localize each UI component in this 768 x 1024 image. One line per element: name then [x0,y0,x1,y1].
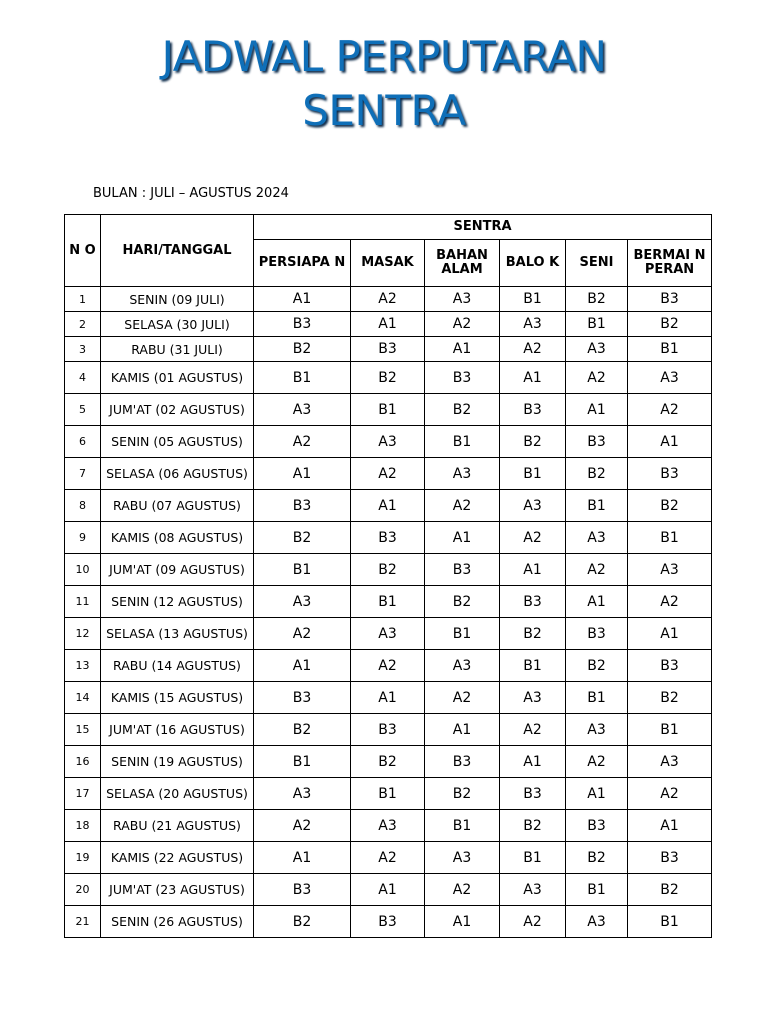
cell-balok: A1 [500,362,566,394]
row-day: RABU (14 AGUSTUS) [101,650,254,682]
cell-bahan-alam: A2 [425,874,500,906]
cell-balok: A2 [500,337,566,362]
schedule-table [64,214,712,938]
cell-bahan-alam: B3 [425,362,500,394]
row-number: 1 [65,287,101,312]
row-number: 19 [65,842,101,874]
cell-seni: B1 [566,682,628,714]
row-day: JUM'AT (02 AGUSTUS) [101,394,254,426]
cell-bermain-peran: B1 [628,522,712,554]
table-row [65,874,712,906]
cell-seni: B1 [566,312,628,337]
table-row [65,522,712,554]
header-no: N O [65,215,101,287]
cell-persiapan: B2 [254,714,351,746]
cell-masak: B2 [351,746,425,778]
table-row [65,650,712,682]
cell-seni: A1 [566,586,628,618]
cell-bahan-alam: A2 [425,312,500,337]
cell-masak: A2 [351,287,425,312]
cell-seni: B1 [566,874,628,906]
cell-bahan-alam: A3 [425,287,500,312]
header-center-persiapan: PERSIAPA N [254,240,351,287]
row-day: SELASA (13 AGUSTUS) [101,618,254,650]
cell-bermain-peran: A3 [628,746,712,778]
header-center-masak: MASAK [351,240,425,287]
row-day: SENIN (26 AGUSTUS) [101,906,254,938]
header-center-seni: SENI [566,240,628,287]
cell-persiapan: A1 [254,842,351,874]
cell-bermain-peran: B1 [628,906,712,938]
cell-bermain-peran: A1 [628,618,712,650]
cell-persiapan: B1 [254,746,351,778]
cell-balok: A2 [500,906,566,938]
cell-balok: A3 [500,312,566,337]
row-day: SELASA (20 AGUSTUS) [101,778,254,810]
cell-balok: B3 [500,394,566,426]
cell-bermain-peran: B1 [628,714,712,746]
table-row [65,426,712,458]
cell-bermain-peran: A2 [628,586,712,618]
cell-persiapan: B2 [254,337,351,362]
cell-bahan-alam: A1 [425,906,500,938]
row-number: 16 [65,746,101,778]
cell-masak: B1 [351,586,425,618]
header-center-balok: BALO K [500,240,566,287]
cell-bermain-peran: A2 [628,778,712,810]
cell-seni: A1 [566,394,628,426]
cell-persiapan: B3 [254,490,351,522]
cell-seni: B1 [566,490,628,522]
cell-seni: B2 [566,287,628,312]
row-number: 12 [65,618,101,650]
cell-persiapan: B3 [254,312,351,337]
cell-masak: A1 [351,682,425,714]
cell-masak: B1 [351,394,425,426]
cell-seni: A2 [566,362,628,394]
cell-bermain-peran: B3 [628,650,712,682]
cell-bermain-peran: B3 [628,458,712,490]
table-row [65,287,712,312]
cell-masak: B3 [351,906,425,938]
row-number: 14 [65,682,101,714]
row-day: KAMIS (01 AGUSTUS) [101,362,254,394]
row-day: JUM'AT (09 AGUSTUS) [101,554,254,586]
schedule-body [65,287,712,938]
cell-bahan-alam: A3 [425,650,500,682]
row-number: 8 [65,490,101,522]
cell-bermain-peran: A1 [628,426,712,458]
cell-bermain-peran: A3 [628,554,712,586]
cell-balok: B1 [500,287,566,312]
row-number: 11 [65,586,101,618]
cell-masak: B3 [351,522,425,554]
cell-masak: B2 [351,554,425,586]
cell-bahan-alam: B3 [425,554,500,586]
cell-seni: B3 [566,810,628,842]
row-day: KAMIS (22 AGUSTUS) [101,842,254,874]
cell-masak: A1 [351,490,425,522]
cell-bahan-alam: A3 [425,842,500,874]
page-title [0,30,768,138]
table-row [65,362,712,394]
cell-bermain-peran: B2 [628,682,712,714]
cell-seni: A3 [566,906,628,938]
cell-seni: B3 [566,426,628,458]
row-number: 10 [65,554,101,586]
cell-masak: A2 [351,458,425,490]
table-row [65,906,712,938]
cell-balok: A3 [500,490,566,522]
row-number: 3 [65,337,101,362]
table-row [65,778,712,810]
row-day: RABU (07 AGUSTUS) [101,490,254,522]
month-label: BULAN : JULI – AGUSTUS 2024 [93,186,289,201]
row-number: 18 [65,810,101,842]
cell-masak: B2 [351,362,425,394]
cell-persiapan: B3 [254,682,351,714]
row-number: 9 [65,522,101,554]
table-row [65,394,712,426]
table-row [65,618,712,650]
cell-persiapan: A1 [254,287,351,312]
cell-persiapan: A2 [254,426,351,458]
table-row [65,337,712,362]
cell-masak: B3 [351,714,425,746]
row-number: 5 [65,394,101,426]
cell-persiapan: A3 [254,778,351,810]
row-number: 7 [65,458,101,490]
cell-seni: A3 [566,337,628,362]
cell-bermain-peran: B1 [628,337,712,362]
cell-persiapan: B2 [254,522,351,554]
cell-seni: B2 [566,842,628,874]
cell-balok: A2 [500,714,566,746]
title-line-1: JADWAL PERPUTARAN [161,32,607,81]
cell-bahan-alam: A1 [425,522,500,554]
row-day: SENIN (12 AGUSTUS) [101,586,254,618]
cell-seni: A3 [566,522,628,554]
row-day: KAMIS (15 AGUSTUS) [101,682,254,714]
cell-masak: A2 [351,650,425,682]
cell-balok: B3 [500,586,566,618]
cell-persiapan: B1 [254,362,351,394]
row-day: SENIN (05 AGUSTUS) [101,426,254,458]
cell-balok: B1 [500,650,566,682]
cell-persiapan: A1 [254,458,351,490]
cell-balok: A3 [500,682,566,714]
cell-bahan-alam: A2 [425,682,500,714]
cell-masak: A3 [351,618,425,650]
row-day: JUM'AT (16 AGUSTUS) [101,714,254,746]
cell-bahan-alam: A1 [425,714,500,746]
cell-bermain-peran: B2 [628,312,712,337]
cell-bermain-peran: B3 [628,842,712,874]
cell-masak: B1 [351,778,425,810]
row-number: 21 [65,906,101,938]
row-day: RABU (21 AGUSTUS) [101,810,254,842]
row-number: 2 [65,312,101,337]
cell-balok: A1 [500,554,566,586]
cell-masak: A3 [351,426,425,458]
row-number: 13 [65,650,101,682]
header-center-bermain-peran: BERMAI N PERAN [628,240,712,287]
row-number: 4 [65,362,101,394]
cell-masak: A2 [351,842,425,874]
cell-balok: A3 [500,874,566,906]
cell-bahan-alam: A3 [425,458,500,490]
cell-masak: A1 [351,312,425,337]
cell-seni: A1 [566,778,628,810]
row-number: 6 [65,426,101,458]
cell-bahan-alam: B1 [425,618,500,650]
table-row [65,490,712,522]
row-day: SELASA (30 JULI) [101,312,254,337]
table-row [65,586,712,618]
row-number: 17 [65,778,101,810]
cell-bahan-alam: B2 [425,394,500,426]
cell-masak: A1 [351,874,425,906]
table-row [65,554,712,586]
cell-bermain-peran: B2 [628,874,712,906]
row-number: 15 [65,714,101,746]
cell-balok: A2 [500,522,566,554]
cell-masak: B3 [351,337,425,362]
cell-persiapan: B2 [254,906,351,938]
table-row [65,842,712,874]
cell-seni: B2 [566,458,628,490]
cell-seni: A3 [566,714,628,746]
cell-persiapan: A2 [254,618,351,650]
cell-balok: B2 [500,426,566,458]
table-row [65,810,712,842]
cell-bermain-peran: B3 [628,287,712,312]
cell-bahan-alam: B3 [425,746,500,778]
cell-persiapan: A3 [254,586,351,618]
table-row [65,714,712,746]
cell-bahan-alam: A1 [425,337,500,362]
cell-balok: A1 [500,746,566,778]
row-day: JUM'AT (23 AGUSTUS) [101,874,254,906]
cell-bahan-alam: A2 [425,490,500,522]
table-row [65,458,712,490]
header-sentra: SENTRA [254,215,712,240]
cell-seni: A2 [566,554,628,586]
cell-bahan-alam: B2 [425,586,500,618]
row-day: SELASA (06 AGUSTUS) [101,458,254,490]
header-day: HARI/TANGGAL [101,215,254,287]
cell-balok: B1 [500,842,566,874]
cell-persiapan: B1 [254,554,351,586]
cell-balok: B2 [500,618,566,650]
cell-bermain-peran: A1 [628,810,712,842]
row-number: 20 [65,874,101,906]
cell-bahan-alam: B1 [425,426,500,458]
cell-masak: A3 [351,810,425,842]
row-day: SENIN (19 AGUSTUS) [101,746,254,778]
table-row [65,312,712,337]
cell-persiapan: B3 [254,874,351,906]
cell-persiapan: A2 [254,810,351,842]
header-center-bahan-alam: BAHAN ALAM [425,240,500,287]
cell-seni: B2 [566,650,628,682]
cell-persiapan: A3 [254,394,351,426]
cell-bermain-peran: B2 [628,490,712,522]
cell-bermain-peran: A3 [628,362,712,394]
cell-persiapan: A1 [254,650,351,682]
title-line-2: SENTRA [302,86,466,135]
table-row [65,746,712,778]
cell-bahan-alam: B1 [425,810,500,842]
cell-balok: B3 [500,778,566,810]
row-day: KAMIS (08 AGUSTUS) [101,522,254,554]
row-day: RABU (31 JULI) [101,337,254,362]
cell-seni: B3 [566,618,628,650]
cell-seni: A2 [566,746,628,778]
cell-balok: B1 [500,458,566,490]
row-day: SENIN (09 JULI) [101,287,254,312]
cell-balok: B2 [500,810,566,842]
table-row [65,682,712,714]
cell-bermain-peran: A2 [628,394,712,426]
cell-bahan-alam: B2 [425,778,500,810]
